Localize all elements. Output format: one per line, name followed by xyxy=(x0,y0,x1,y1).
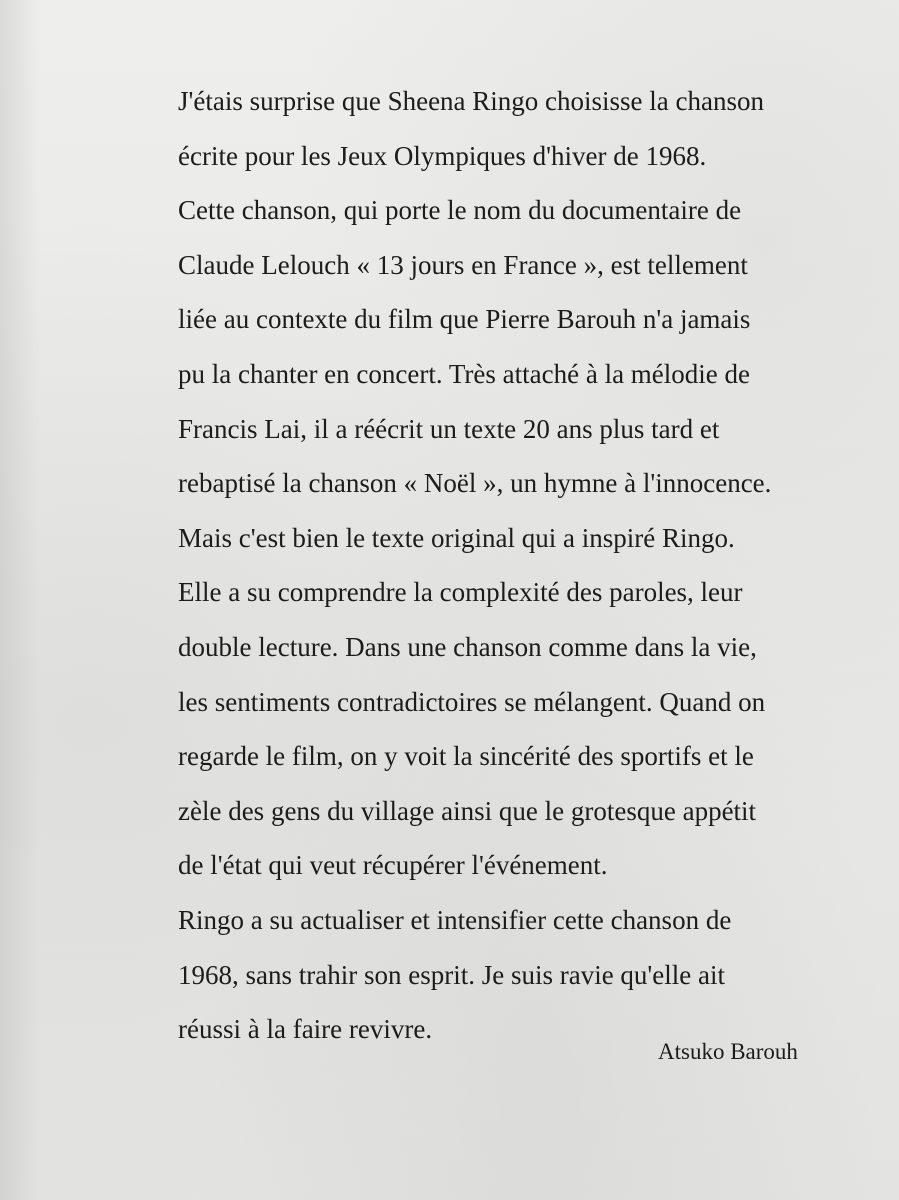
text-line: liée au contexte du film que Pierre Barouh n'a jamais xyxy=(178,304,751,335)
page-edge-shadow xyxy=(0,0,40,1200)
text-line: double lecture. Dans une chanson comme dans la vie, xyxy=(178,631,757,662)
text-line: Ringo a su actualiser et intensifier cette chanson de xyxy=(178,904,732,935)
text-line: réussi à la faire revivre. xyxy=(178,1014,433,1045)
text-line: les sentiments contradictoires se mélangent. Quand on xyxy=(178,686,766,717)
text-line: écrite pour les Jeux Olympiques d'hiver de 1968. xyxy=(178,140,707,171)
text-line: pu la chanter en concert. Très attaché à la mélodie de xyxy=(178,358,751,389)
author-signature: Atsuko Barouh xyxy=(658,1039,798,1064)
text-line: rebaptisé la chanson « Noël », un hymne à l'innocence. xyxy=(178,468,772,499)
text-line: Cette chanson, qui porte le nom du documentaire de xyxy=(178,195,742,226)
text-line: 1968, sans trahir son esprit. Je suis ravie qu'elle ait xyxy=(178,959,726,990)
text-line: regarde le film, on y voit la sincérité des sportifs et le xyxy=(178,741,754,772)
text-line: zèle des gens du village ainsi que le grotesque appétit xyxy=(178,795,757,826)
letter-body xyxy=(178,74,878,1057)
text-line: de l'état qui veut récupérer l'événement. xyxy=(178,850,608,881)
text-line: Elle a su comprendre la complexité des paroles, leur xyxy=(178,577,743,608)
text-line: Claude Lelouch « 13 jours en France », est tellement xyxy=(178,249,748,280)
text-line: J'étais surprise que Sheena Ringo choisisse la chanson xyxy=(178,86,764,116)
text-line: Francis Lai, il a réécrit un texte 20 ans plus tard et xyxy=(178,413,720,444)
text-line: Mais c'est bien le texte original qui a inspiré Ringo. xyxy=(178,522,735,553)
